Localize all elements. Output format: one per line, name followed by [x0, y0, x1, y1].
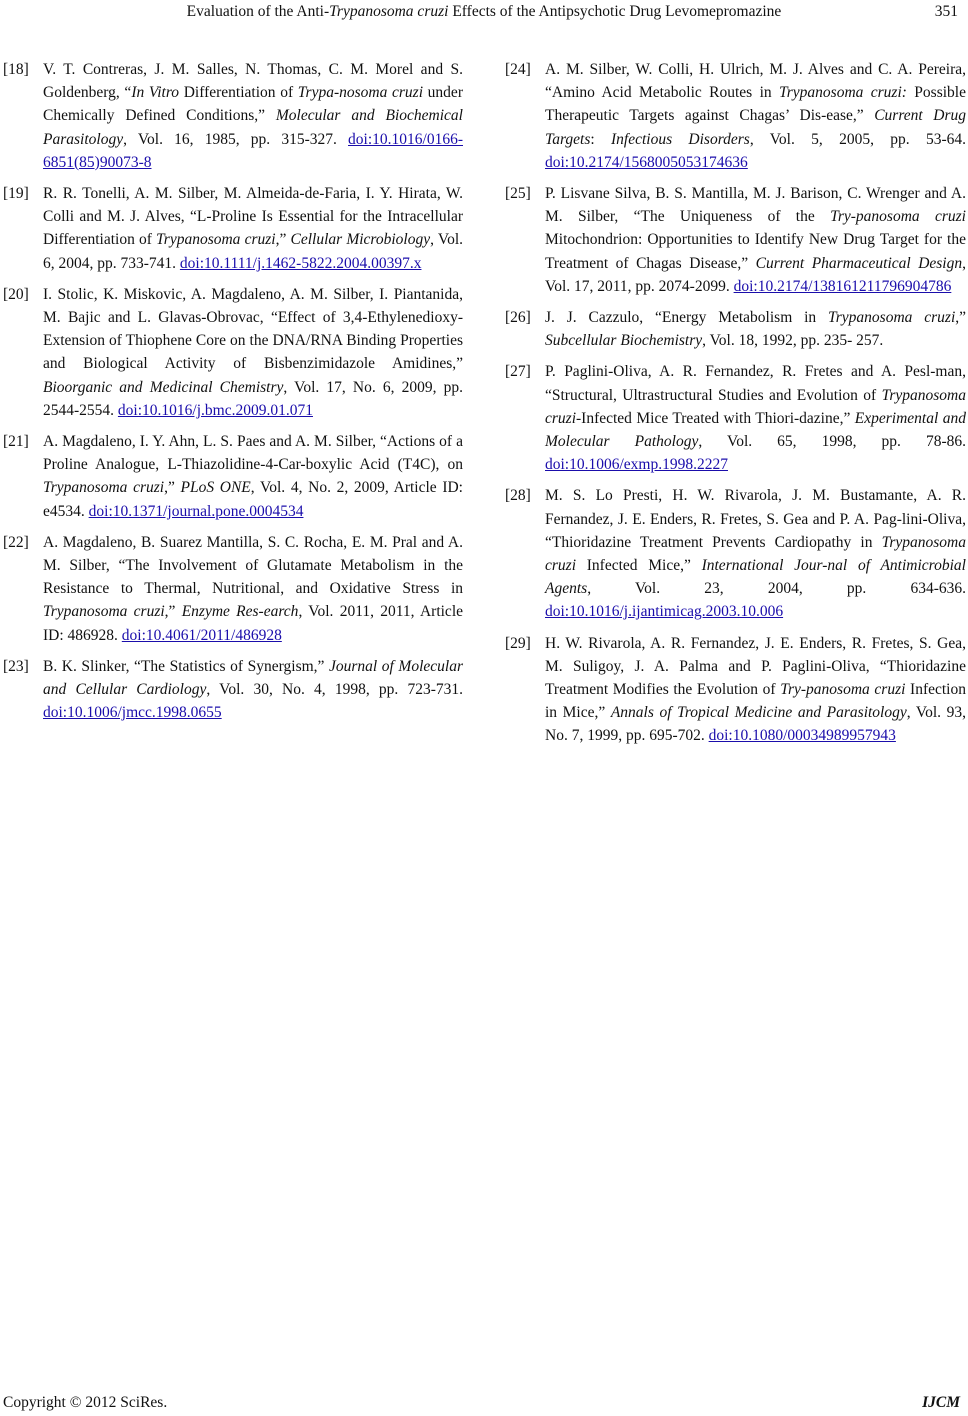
- reference-text: A. Magdaleno, B. Suarez Mantilla, S. C. Rocha, E. M. Pral and A. M. Silber, “The Involvement of Glutamate Metabolism in the Resistance to Thermal, Nutritional, and Oxidative Stress in: [43, 533, 463, 598]
- reference-text: Infected Mice,”: [576, 557, 702, 575]
- reference-italic-text: Enzyme Res-earch: [181, 603, 299, 621]
- reference-column-left: [0, 58, 463, 732]
- doi-link[interactable]: doi:10.1016/j.ijantimicag.2003.10.006: [545, 603, 784, 621]
- reference-entry: [502, 632, 966, 748]
- doi-link[interactable]: doi:10.1006/jmcc.1998.0655: [43, 704, 222, 722]
- reference-italic-text: PLoS ONE: [180, 479, 251, 497]
- reference-italic-text: Trypanosoma cruzi: [43, 603, 165, 621]
- reference-entry: [0, 430, 463, 523]
- reference-number: [22]: [3, 533, 29, 551]
- reference-italic-text: Trypanosoma cruzi: [545, 533, 966, 575]
- reference-number: [23]: [3, 657, 29, 675]
- doi-link[interactable]: doi:10.1371/journal.pone.0004534: [88, 502, 304, 520]
- reference-italic-text: Trypanosoma cruzi:: [779, 84, 907, 102]
- reference-entry: [502, 306, 966, 352]
- reference-text: P. Paglini-Oliva, A. R. Fernandez, R. Fretes and A. Pesl-man, “Structural, Ultrastructural Studies and Evolution of: [545, 363, 966, 404]
- reference-italic-text: Current Pharmaceutical Design: [755, 254, 963, 272]
- reference-text: J. J. Cazzulo, “Energy Metabolism in: [545, 309, 828, 327]
- reference-text: :: [590, 130, 611, 148]
- reference-italic-text: Experimental and Molecular Pathology: [545, 409, 966, 451]
- reference-italic-text: Subcellular Biochemistry: [545, 332, 703, 350]
- reference-italic-text: Trypanosoma cruzi: [43, 479, 165, 497]
- running-title: [0, 2, 968, 22]
- doi-link[interactable]: doi:10.1006/exmp.1998.2227: [545, 456, 728, 474]
- reference-text: , Vol. 30, No. 4, 1998, pp. 723-731.: [206, 681, 463, 699]
- reference-text: H. W. Rivarola, A. R. Fernandez, J. E. Enders, R. Fretes, S. Gea, M. Suligoy, J. A. Palma and P. Paglini-Oliva, “Thioridazine Treatment Modifies the Evolution of: [545, 634, 966, 699]
- reference-text: , Vol. 2011, 2011, Article ID: 486928.: [43, 603, 463, 644]
- reference-number: [20]: [3, 285, 29, 303]
- copyright-notice: Copyright © 2012 SciRes.: [3, 1394, 168, 1411]
- reference-text: ,”: [164, 603, 182, 621]
- reference-text: Differentiation of: [179, 84, 298, 102]
- reference-italic-text: Molecular and Biochemical Parasitology: [43, 107, 463, 148]
- reference-entry: [0, 531, 463, 647]
- reference-entry: [502, 360, 966, 476]
- reference-number: [29]: [505, 634, 531, 652]
- doi-link[interactable]: doi:10.2174/1568005053174636: [545, 153, 748, 171]
- reference-text: I. Stolic, K. Miskovic, A. Magdaleno, A. M. Silber, I. Piantanida, M. Bajic and L. Glavas-Obrovac, “Effect of 3,4-Ethylenedioxy-Extension of Thiophene Core on the DNA/RNA Binding Properties and Biological Activity of Bisbenzimidazole Amidines,”: [43, 285, 463, 373]
- reference-entry: [502, 484, 966, 623]
- reference-text: R. R. Tonelli, A. M. Silber, M. Almeida-de-Faria, I. Y. Hirata, W. Colli and M. J. Alves, “L-Proline Is Essential for the Intracellular Differentiation of: [43, 185, 463, 249]
- reference-number: [25]: [505, 185, 531, 203]
- doi-link[interactable]: doi:10.1080/00034989957943: [708, 727, 896, 745]
- reference-text: ,”: [164, 479, 181, 497]
- reference-text: -Infected Mice Treated with Thiori-dazine,”: [576, 409, 855, 427]
- reference-text: , Vol. 93, No. 7, 1999, pp. 695-702.: [545, 704, 966, 745]
- reference-text: , Vol. 17, 2011, pp. 2074-2099.: [545, 254, 966, 295]
- reference-number: [18]: [3, 61, 29, 78]
- reference-text: , Vol. 17, No. 6, 2009, pp. 2544-2554.: [43, 378, 463, 419]
- running-header: [0, 2, 968, 24]
- reference-italic-text: Trypanosoma cruzi: [156, 231, 276, 249]
- doi-link[interactable]: doi:10.4061/2011/486928: [121, 626, 282, 644]
- reference-italic-text: In Vitro: [131, 84, 180, 102]
- reference-text: , Vol. 6, 2004, pp. 733-741.: [43, 231, 463, 272]
- doi-link[interactable]: doi:10.1111/j.1462-5822.2004.00397.x: [179, 254, 422, 272]
- reference-text: ,”: [275, 231, 291, 249]
- doi-link[interactable]: doi:10.1016/j.bmc.2009.01.071: [117, 401, 313, 419]
- reference-text: Infection in Mice,”: [545, 681, 966, 722]
- reference-text: , Vol. 65, 1998, pp. 78-86.: [698, 433, 967, 451]
- reference-text: A. Magdaleno, I. Y. Ahn, L. S. Paes and A. M. Silber, “Actions of a Proline Analogue, L-Thiazolidine-4-Car-boxylic Acid (T4C), on: [43, 433, 463, 474]
- reference-column-right: [502, 58, 966, 756]
- reference-italic-text: Annals of Tropical Medicine and Parasitology: [610, 704, 907, 722]
- reference-italic-text: Current Drug Targets: [545, 107, 966, 148]
- reference-text: Possible Therapeutic Targets against Chagas’ Dis-ease,”: [545, 84, 966, 125]
- reference-text: Mitochondrion: Opportunities to Identify New Drug Target for the Treatment of Chagas Disease,”: [545, 231, 966, 272]
- reference-entry: [0, 283, 463, 422]
- reference-text: , Vol. 5, 2005, pp. 53-64.: [749, 130, 966, 148]
- journal-abbreviation: IJCM: [922, 1394, 960, 1411]
- reference-italic-text: Try-panosoma cruzi: [830, 208, 966, 226]
- reference-text: P. Lisvane Silva, B. S. Mantilla, M. J. Barison, C. Wrenger and A. M. Silber, “The Uniqueness of the: [545, 185, 966, 226]
- page-number: 351: [934, 3, 958, 20]
- reference-italic-text: Journal of Molecular and Cellular Cardiology: [43, 657, 463, 699]
- reference-text: , Vol. 23, 2004, pp. 634-636.: [587, 580, 966, 598]
- reference-text: , Vol. 18, 1992, pp. 235- 257.: [702, 332, 884, 350]
- reference-entry: [502, 182, 966, 298]
- reference-number: [28]: [505, 487, 531, 505]
- reference-text: V. T. Contreras, J. M. Salles, N. Thomas, C. M. Morel and S. Goldenberg, “: [43, 61, 463, 102]
- running-title-italic: Trypanosoma cruzi: [329, 3, 449, 20]
- reference-entry: [0, 58, 463, 174]
- reference-italic-text: International Jour-nal of Antimicrobial Agents: [545, 557, 966, 598]
- reference-text: A. M. Silber, W. Colli, H. Ulrich, M. J. Alves and C. A. Pereira, “Amino Acid Metabolic Routes in: [545, 61, 966, 102]
- reference-italic-text: Infectious Disorders: [610, 130, 750, 148]
- reference-text: , Vol. 16, 1985, pp. 315-327.: [123, 130, 349, 148]
- reference-text: M. S. Lo Presti, H. W. Rivarola, J. M. Bustamante, A. R. Fernandez, J. E. Enders, R. Fretes, S. Gea and P. A. Pag-lini-Oliva, “Thioridazine Treatment Prevents Cardiopathy in: [545, 487, 966, 551]
- reference-text: , Vol. 4, No. 2, 2009, Article ID: e4534.: [43, 479, 463, 520]
- reference-number: [19]: [3, 185, 29, 203]
- reference-italic-text: Trypa-nosoma cruzi: [297, 84, 424, 102]
- reference-italic-text: Cellular Microbiology: [290, 231, 431, 249]
- reference-italic-text: Trypanosoma cruzi: [828, 309, 956, 327]
- reference-entry: [0, 655, 463, 725]
- reference-number: [24]: [505, 61, 531, 78]
- doi-link[interactable]: doi:10.2174/138161211796904786: [733, 277, 952, 295]
- reference-italic-text: Try-panosoma cruzi: [780, 681, 906, 699]
- reference-number: [27]: [505, 363, 531, 381]
- reference-italic-text: Trypanosoma cruzi: [545, 386, 966, 427]
- running-title-pre: Evaluation of the Anti-: [186, 3, 330, 20]
- reference-number: [21]: [3, 433, 29, 451]
- reference-text: under Chemically Defined Conditions,”: [43, 84, 463, 125]
- reference-text: B. K. Slinker, “The Statistics of Synergism,”: [43, 657, 329, 675]
- reference-number: [26]: [505, 309, 531, 327]
- reference-italic-text: Bioorganic and Medicinal Chemistry: [43, 378, 284, 396]
- reference-entry: [502, 58, 966, 174]
- running-title-post: Effects of the Antipsychotic Drug Levomepromazine: [448, 3, 782, 20]
- reference-text: ,”: [955, 309, 967, 327]
- doi-link[interactable]: doi:10.1016/0166-6851(85)90073-8: [43, 130, 463, 171]
- reference-entry: [0, 182, 463, 275]
